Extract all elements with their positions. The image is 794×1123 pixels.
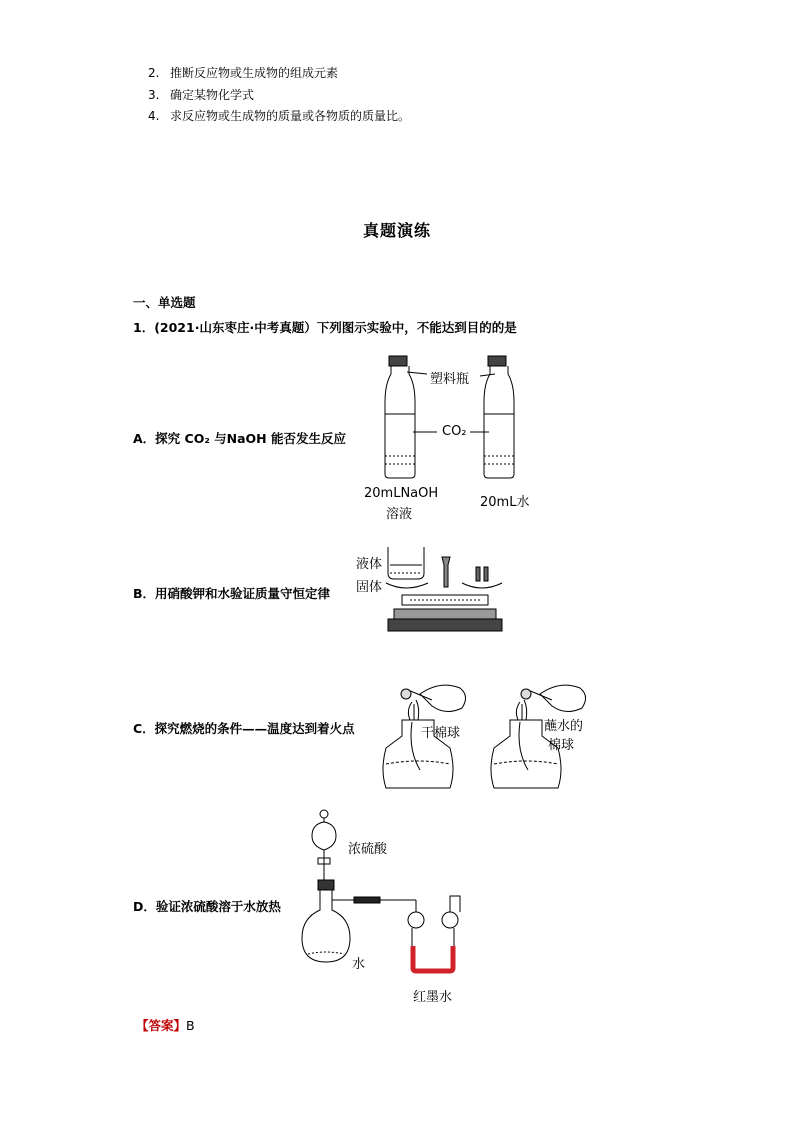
list-item [148, 108, 410, 124]
list-item [148, 65, 338, 81]
solid-label: 固体 [356, 580, 383, 595]
list-text: 求反应物或生成物的质量或各物质的质量比。 [170, 109, 411, 123]
beaker [388, 547, 424, 579]
dry-cotton-label: 干棉球 [421, 726, 461, 741]
option-c-label: C．探究燃烧的条件——温度达到着火点 [133, 721, 355, 736]
option-b-label: B．用硝酸钾和水验证质量守恒定律 [133, 586, 331, 601]
plastic-bottle-left [385, 356, 415, 478]
leader-line [407, 372, 427, 374]
list-item [148, 87, 254, 103]
list-number: 3. [148, 88, 160, 102]
list-text: 确定某物化学式 [170, 88, 255, 102]
cotton-ball [401, 689, 411, 699]
list-number: 2. [148, 66, 160, 80]
round-flask [302, 890, 350, 962]
list-text: 推断反应物或生成物的组成元素 [170, 66, 339, 80]
gas-label: CO₂ [442, 424, 467, 439]
plastic-bottle-right [484, 356, 514, 478]
answer-value: B [186, 1018, 195, 1033]
cotton-ball [521, 689, 531, 699]
leader-line [480, 374, 495, 376]
answer-tag: 【答案】 [136, 1018, 187, 1033]
option-d-label: D．验证浓硫酸溶于水放热 [133, 899, 281, 914]
question-stem: 1．(2021·山东枣庄·中考真题）下列图示实验中，不能达到目的的是 [133, 320, 517, 335]
section-title: 真题演练 [362, 221, 431, 240]
water-label: 水 [352, 957, 366, 972]
stopper [320, 810, 328, 818]
wet-cotton-label: 棉球 [548, 738, 575, 753]
figure-d-apparatus [298, 806, 470, 976]
wet-cotton-label: 蘸水的 [544, 719, 584, 734]
answer-line [136, 1016, 195, 1034]
acid-label: 浓硫酸 [348, 842, 388, 857]
figure-b-balance [380, 543, 510, 638]
liquid-label: 液体 [356, 557, 383, 572]
right-bottle-caption: 20mL水 [480, 495, 530, 510]
list-number: 4. [148, 109, 160, 123]
red-ink [413, 946, 453, 971]
separatory-funnel [312, 818, 336, 850]
red-ink-label: 红墨水 [413, 990, 453, 1005]
left-bottle-caption: 溶液 [386, 507, 413, 522]
option-a-label: A．探究 CO₂ 与NaOH 能否发生反应 [133, 431, 346, 446]
section-heading: 一、单选题 [133, 295, 196, 310]
bottle-label: 塑料瓶 [430, 372, 470, 387]
left-bottle-caption: 20mLNaOH [364, 486, 439, 501]
